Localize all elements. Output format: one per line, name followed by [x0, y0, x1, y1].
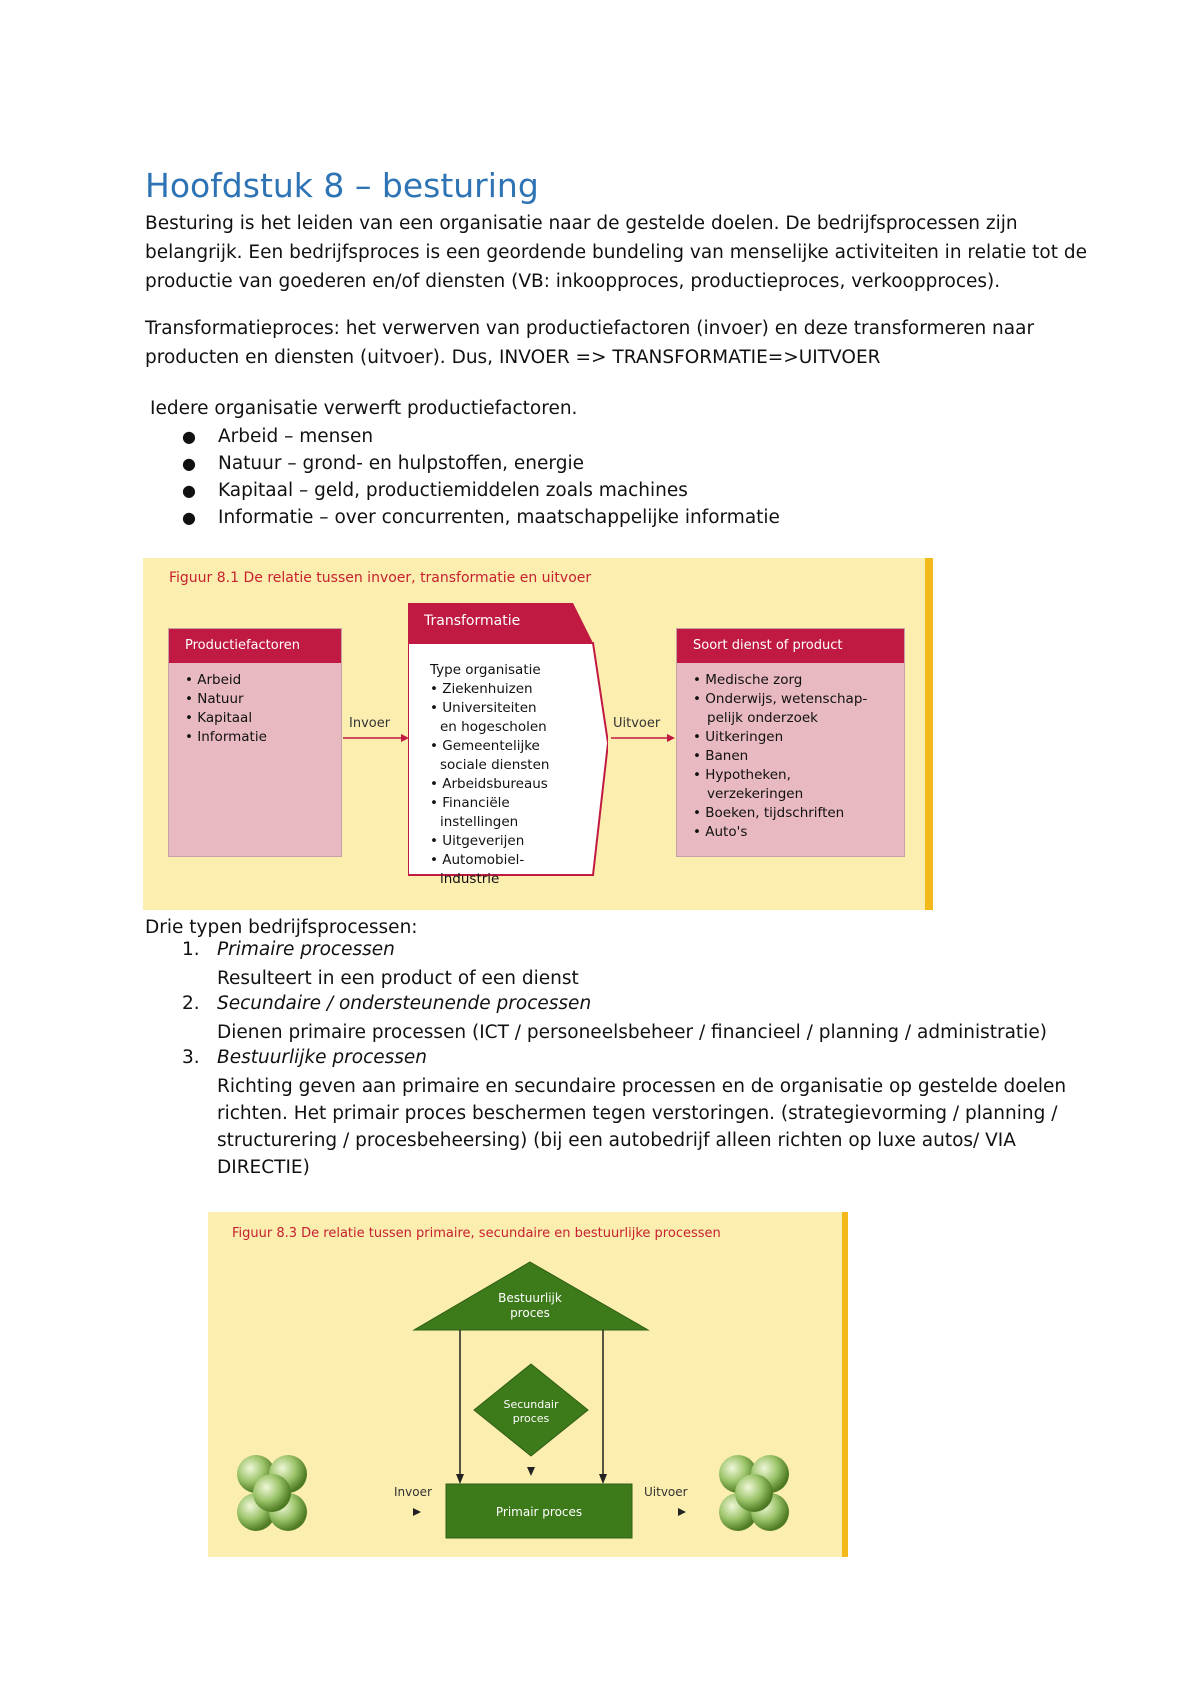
list-item: • Auto's [693, 823, 904, 842]
item-number: 2. [182, 993, 200, 1014]
bullet-icon: ● [182, 427, 196, 446]
item-description: Richting geven aan primaire en secundaire processen en de organisatie op gestelde doelen [217, 1076, 1067, 1097]
primair-label: Primair proces [495, 1505, 583, 1519]
paragraph-line: productie van goederen en/of diensten (VB: inkoopproces, productieproces, verkoopproces). [145, 271, 1001, 292]
item-number: 1. [182, 939, 200, 960]
uitvoer-label: Uitvoer [613, 716, 661, 731]
list-item-cont: instellingen [440, 814, 519, 830]
list-item: • Onderwijs, wetenschap- [693, 690, 904, 709]
list-item: • Ziekenhuizen [430, 680, 549, 699]
list-item: • Kapitaal [185, 709, 341, 728]
uitvoer-label: Uitvoer [644, 1485, 688, 1499]
paragraph-line: Drie typen bedrijfsprocessen: [145, 917, 418, 938]
list-item: • Medische zorg [693, 671, 904, 690]
process-diagram [208, 1212, 848, 1557]
bullet-icon: ● [182, 454, 196, 473]
item-title: Secundaire / ondersteunende processen [217, 993, 592, 1014]
ball-icon [735, 1474, 773, 1512]
item-title: Primaire processen [217, 939, 395, 960]
intro-paragraph [145, 209, 1085, 296]
list-item: • Uitgeverijen [430, 832, 549, 851]
list-item: • Boeken, tijdschriften [693, 804, 904, 823]
item-description: DIRECTIE) [217, 1157, 310, 1178]
item-number: 3. [182, 1047, 200, 1068]
list-item: • Gemeentelijke [430, 737, 549, 756]
list-item-cont: en hogescholen [440, 719, 547, 735]
process-types-intro [145, 913, 1085, 942]
organisatie-types [430, 661, 549, 889]
list-item: • Financiële [430, 794, 549, 813]
figure-caption: Figuur 8.3 De relatie tussen primaire, secundaire en bestuurlijke processen [232, 1226, 721, 1241]
box-header: Productiefactoren [169, 629, 341, 663]
factors-intro [150, 394, 1090, 423]
paragraph-line: belangrijk. Een bedrijfsproces is een geordende bundeling van menselijke activiteiten in relatie tot de [145, 242, 1087, 263]
invoer-label: Invoer [349, 716, 391, 731]
list-item: • Natuur [185, 690, 341, 709]
list-item: • Banen [693, 747, 904, 766]
invoer-label: Invoer [394, 1485, 432, 1499]
ball-icon [253, 1474, 291, 1512]
figure-caption: Figuur 8.1 De relatie tussen invoer, transformatie en uitvoer [169, 570, 592, 586]
list-item: • Uitkeringen [693, 728, 904, 747]
paragraph-line: Iedere organisatie verwerft productiefactoren. [150, 398, 578, 419]
figure-invoer-transformatie-uitvoer [143, 558, 933, 910]
transformatie-box [408, 603, 608, 887]
box-header: Transformatie [424, 613, 521, 629]
figure-process-relations [208, 1212, 848, 1557]
bestuurlijk-label: proces [510, 1306, 550, 1320]
list-item-cont: sociale diensten [440, 757, 550, 773]
document-page: Hoofdstuk 8 – besturing Besturing is het leiden van een organisatie naar de gestelde doelen. De bedrijfsprocessen zijn belangrijk. Een bedrijfsproces is een geordende bundeling van menselijke activiteiten in relatie tot de productie van goederen en/of diensten (VB: inkoopproces, productieproces, verkoopproces). Transformatieproces: het verwerven van productiefactoren (invoer) en deze transformeren naar producten en diensten (uitvoer). Dus, INVOER => TRANSFORMATIE=>UITVOER Iedere organisatie verwerft productiefactoren. ● Arbeid – mensen ● Natuur – grond- en hulpstoffen, energie ● Kapitaal – geld, productiemiddelen zoals machines ● Informatie – over concurrenten, maatschappelijke informatie Figuur 8.1 De relatie tussen invoer, transformatie en uitvoer Productiefactoren • Arbeid • Natuur • Kapitaal • Informatie Invoer Uitvoer Transformatie Type organisatie • Ziekenhuizen • Universiteiten en hogescholen • Gemeentelijke sociale diensten • Arbeidsbureaus • Financiële instellingen • Uitgeverijen • Automobiel- industrie Soort dienst of product • Medische zorg • Onderwijs, wetenschap- pelijk onderzoek • Uitkeringen • Banen • Hypotheken, verzekeringen • Boeken, tijdschriften • Auto's Drie typen bedrijfsprocessen: 1. Primaire processen Resulteert in een product of een dienst 2. Secundaire / ondersteunende processen Dienen primaire processen (ICT / personeelsbeheer / financieel / planning / administratie) 3. Bestuurlijke processen Richting geven aan primaire en secundaire processen en de organisatie op gestelde doelen richten. Het primair proces beschermen tegen verstoringen. (strategievorming / planning / structurering / procesbeheersing) (bij een autobedrijf alleen richten op luxe autos/ VIA DIRECTIE) Bestuurlijk proces Secundair proces Primair proces Invoer Uitvoer Figuur 8.3 De relatie tussen primaire, secundaire en bestuurlijke processen [0, 0, 1200, 1698]
dienst-product-box [676, 628, 905, 857]
list-item: • Universiteiten [430, 699, 549, 718]
bestuurlijk-label: Bestuurlijk [498, 1291, 562, 1305]
list-item: • Arbeid [185, 671, 341, 690]
secundair-label: Secundair [503, 1398, 559, 1411]
item-description: richten. Het primair proces beschermen tegen verstoringen. (strategievorming / planning / [217, 1103, 1058, 1124]
secundair-label: proces [512, 1412, 550, 1425]
item-title: Bestuurlijke processen [217, 1047, 428, 1068]
list-item: • Arbeidsbureaus [430, 775, 549, 794]
bullet-icon: ● [182, 508, 196, 527]
list-item-cont: industrie [440, 871, 500, 887]
list-item: • Hypotheken, [693, 766, 904, 785]
list-item: • Informatie [185, 728, 341, 747]
page-title: Hoofdstuk 8 – besturing [145, 166, 539, 205]
list-item-cont: pelijk onderzoek [707, 710, 818, 726]
paragraph-line: Transformatieproces: het verwerven van productiefactoren (invoer) en deze transformeren naar [145, 318, 1035, 339]
list-item: • Automobiel- [430, 851, 549, 870]
item-description: Resulteert in een product of een dienst [217, 968, 579, 989]
bullet-icon: ● [182, 481, 196, 500]
list-intro: Type organisatie [430, 662, 541, 678]
paragraph-line: Besturing is het leiden van een organisatie naar de gestelde doelen. De bedrijfsprocessen zijn [145, 213, 1018, 234]
item-description: Dienen primaire processen (ICT / personeelsbeheer / financieel / planning / administratie) [217, 1022, 1047, 1043]
list-item-cont: verzekeringen [707, 786, 804, 802]
paragraph-line: producten en diensten (uitvoer). Dus, INVOER => TRANSFORMATIE=>UITVOER [145, 347, 881, 368]
transformation-paragraph [145, 314, 1085, 372]
item-description: structurering / procesbeheersing) (bij een autobedrijf alleen richten op luxe autos/ VIA [217, 1130, 1016, 1151]
box-header: Soort dienst of product [677, 629, 904, 663]
